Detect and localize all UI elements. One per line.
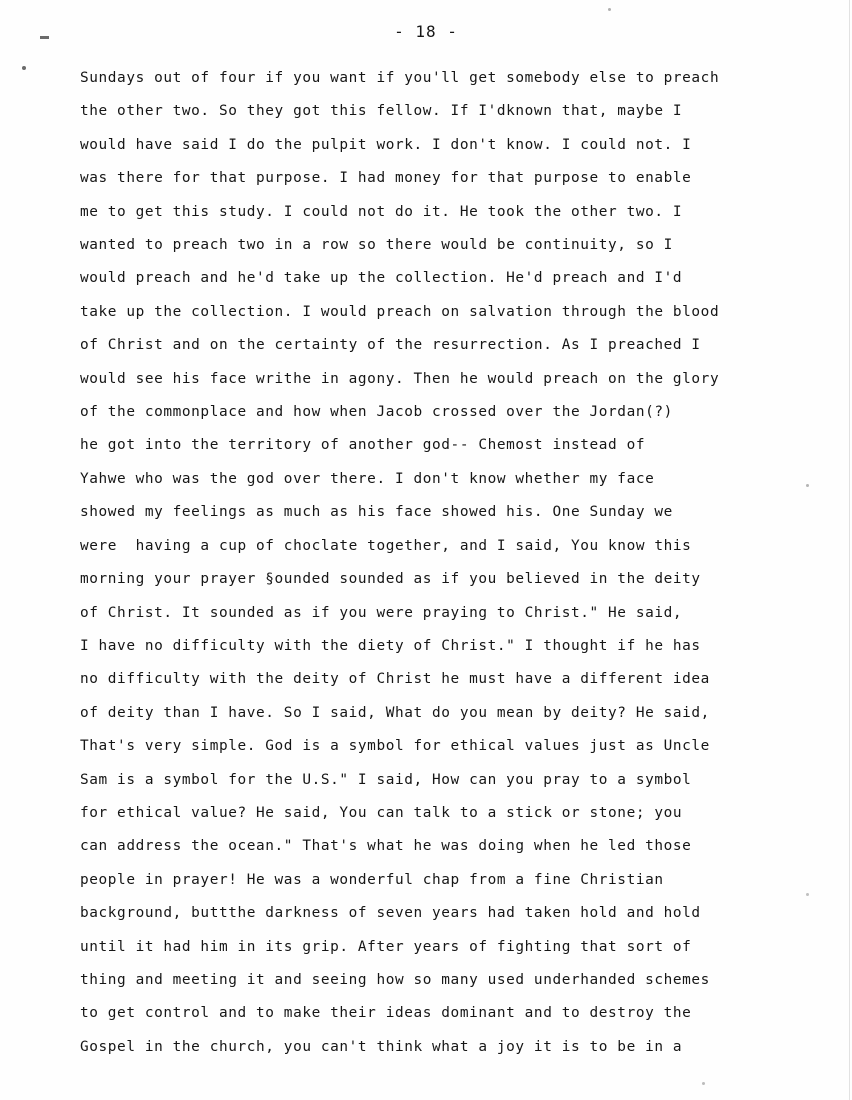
text-line: would preach and he'd take up the collection. He'd preach and I'd bbox=[80, 270, 683, 287]
text-line: was there for that purpose. I had money for that purpose to enable bbox=[80, 170, 692, 187]
text-line: of Christ and on the certainty of the resurrection. As I preached I bbox=[80, 337, 701, 354]
text-line: for ethical value? He said, You can talk to a stick or stone; you bbox=[80, 804, 683, 821]
text-line: morning your prayer §ounded sounded as if you believed in the deity bbox=[80, 571, 701, 588]
text-line: of Christ. It sounded as if you were praying to Christ." He said, bbox=[80, 604, 683, 621]
text-line: take up the collection. I would preach on salvation through the blood bbox=[80, 303, 720, 320]
margin-mark-dot-bottom bbox=[702, 1082, 705, 1085]
text-line: no difficulty with the deity of Christ he must have a different idea bbox=[80, 671, 710, 688]
text-line: he got into the territory of another god-- Chemost instead of bbox=[80, 437, 646, 454]
margin-mark-dot-lower-right bbox=[806, 893, 809, 896]
margin-mark-dot-right bbox=[806, 484, 809, 487]
text-line: wanted to preach two in a row so there would be continuity, so I bbox=[80, 237, 673, 254]
page-number: - 18 - bbox=[394, 22, 458, 41]
edge-line-right bbox=[849, 0, 850, 1100]
text-line: of the commonplace and how when Jacob crossed over the Jordan(?) bbox=[80, 404, 673, 421]
text-line: can address the ocean." That's what he was doing when he led those bbox=[80, 838, 692, 855]
text-line: people in prayer! He was a wonderful chap from a fine Christian bbox=[80, 871, 664, 888]
document-body bbox=[80, 62, 800, 1064]
text-line: would see his face writhe in agony. Then he would preach on the glory bbox=[80, 370, 720, 387]
text-line: Gospel in the church, you can't think what a joy it is to be in a bbox=[80, 1038, 683, 1055]
text-line: Sam is a symbol for the U.S." I said, How can you pray to a symbol bbox=[80, 771, 692, 788]
text-line: the other two. So they got this fellow. If I'dknown that, maybe I bbox=[80, 103, 683, 120]
text-line: until it had him in its grip. After years of fighting that sort of bbox=[80, 938, 692, 955]
margin-mark-dot-left bbox=[22, 66, 26, 70]
text-line: background, buttthe darkness of seven years had taken hold and hold bbox=[80, 905, 701, 922]
text-line: I have no difficulty with the diety of Christ." I thought if he has bbox=[80, 637, 701, 654]
text-line: showed my feelings as much as his face showed his. One Sunday we bbox=[80, 504, 673, 521]
text-line: thing and meeting it and seeing how so many used underhanded schemes bbox=[80, 971, 710, 988]
text-line: That's very simple. God is a symbol for ethical values just as Uncle bbox=[80, 738, 710, 755]
text-line: were having a cup of choclate together, and I said, You know this bbox=[80, 537, 692, 554]
margin-mark-dot-top bbox=[608, 8, 611, 11]
text-line: me to get this study. I could not do it. He took the other two. I bbox=[80, 203, 683, 220]
text-line: Sundays out of four if you want if you'll get somebody else to preach bbox=[80, 70, 720, 86]
text-line: of deity than I have. So I said, What do you mean by deity? He said, bbox=[80, 704, 710, 721]
text-line: would have said I do the pulpit work. I don't know. I could not. I bbox=[80, 136, 692, 153]
text-line: Yahwe who was the god over there. I don't know whether my face bbox=[80, 470, 655, 487]
text-line: to get control and to make their ideas dominant and to destroy the bbox=[80, 1005, 692, 1022]
